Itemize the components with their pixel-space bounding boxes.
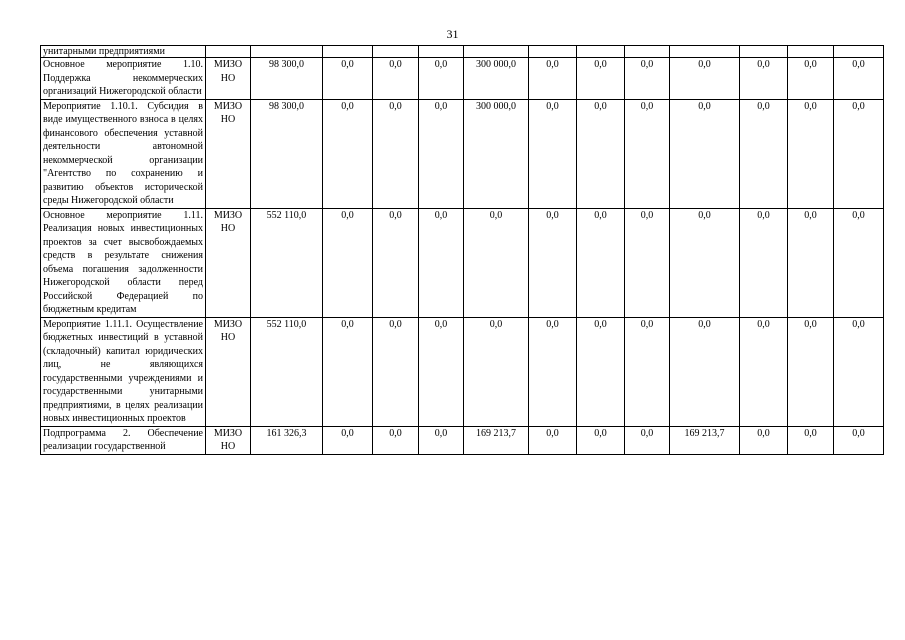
value-cell: 0,0 xyxy=(464,317,529,426)
executor-cell: МИЗО НО xyxy=(206,58,251,100)
value-cell: 0,0 xyxy=(323,426,373,454)
row-name-cell: Мероприятие 1.11.1. Осуществление бюджетных инвестиций в уставной (складочный) капитал юридических лиц, не являющихся государственными учреждениями и государственными унитарными предприятиями, в целях реализации новых инвестиционных проектов xyxy=(41,317,206,426)
value-cell: 0,0 xyxy=(373,208,419,317)
value-cell: 0,0 xyxy=(625,317,670,426)
value-cell: 0,0 xyxy=(419,99,464,208)
value-cell: 0,0 xyxy=(740,58,788,100)
value-cell: 0,0 xyxy=(740,426,788,454)
table-body xyxy=(41,46,884,455)
value-cell: 300 000,0 xyxy=(464,99,529,208)
value-cell: 0,0 xyxy=(529,317,577,426)
row-name-cell: унитарными предприятиями xyxy=(41,46,206,58)
value-cell: 161 326,3 xyxy=(251,426,323,454)
empty-cell xyxy=(373,46,419,58)
table-row xyxy=(41,99,884,208)
value-cell: 0,0 xyxy=(625,99,670,208)
value-cell: 0,0 xyxy=(834,99,884,208)
empty-cell xyxy=(577,46,625,58)
value-cell: 0,0 xyxy=(625,208,670,317)
row-name-cell: Основное мероприятие 1.10. Поддержка некоммерческих организаций Нижегородской области xyxy=(41,58,206,100)
executor-cell: МИЗО НО xyxy=(206,208,251,317)
value-cell: 0,0 xyxy=(670,99,740,208)
value-cell: 0,0 xyxy=(788,208,834,317)
value-cell: 0,0 xyxy=(373,426,419,454)
value-cell: 0,0 xyxy=(464,208,529,317)
value-cell: 0,0 xyxy=(740,99,788,208)
value-cell: 0,0 xyxy=(373,58,419,100)
executor-cell: МИЗО НО xyxy=(206,99,251,208)
value-cell: 0,0 xyxy=(323,58,373,100)
value-cell: 0,0 xyxy=(323,99,373,208)
empty-cell xyxy=(323,46,373,58)
value-cell: 0,0 xyxy=(529,58,577,100)
value-cell: 552 110,0 xyxy=(251,208,323,317)
value-cell: 0,0 xyxy=(670,208,740,317)
value-cell: 0,0 xyxy=(577,426,625,454)
value-cell: 0,0 xyxy=(740,208,788,317)
value-cell: 0,0 xyxy=(419,58,464,100)
value-cell: 0,0 xyxy=(323,317,373,426)
value-cell: 0,0 xyxy=(788,99,834,208)
value-cell: 0,0 xyxy=(419,208,464,317)
table-row xyxy=(41,208,884,317)
value-cell: 98 300,0 xyxy=(251,58,323,100)
value-cell: 0,0 xyxy=(577,58,625,100)
value-cell: 0,0 xyxy=(373,317,419,426)
value-cell: 0,0 xyxy=(529,208,577,317)
value-cell: 0,0 xyxy=(834,317,884,426)
value-cell: 0,0 xyxy=(670,58,740,100)
value-cell: 0,0 xyxy=(529,426,577,454)
row-name-cell: Основное мероприятие 1.11. Реализация новых инвестиционных проектов за счет высвобождаемых средств в результате снижения объема погашения задолженности Нижегородской области перед Российской Федерацией по бюджетным кредитам xyxy=(41,208,206,317)
value-cell: 0,0 xyxy=(419,426,464,454)
value-cell: 0,0 xyxy=(788,317,834,426)
value-cell: 0,0 xyxy=(670,317,740,426)
value-cell: 0,0 xyxy=(834,208,884,317)
value-cell: 0,0 xyxy=(834,58,884,100)
value-cell: 0,0 xyxy=(419,317,464,426)
value-cell: 0,0 xyxy=(788,58,834,100)
empty-cell xyxy=(740,46,788,58)
table-row xyxy=(41,426,884,454)
executor-cell: МИЗО НО xyxy=(206,317,251,426)
empty-cell xyxy=(206,46,251,58)
page-number: 31 xyxy=(446,27,459,41)
value-cell: 0,0 xyxy=(788,426,834,454)
value-cell: 169 213,7 xyxy=(464,426,529,454)
empty-cell xyxy=(625,46,670,58)
table-row xyxy=(41,317,884,426)
empty-cell xyxy=(251,46,323,58)
value-cell: 0,0 xyxy=(625,426,670,454)
value-cell: 0,0 xyxy=(577,317,625,426)
value-cell: 552 110,0 xyxy=(251,317,323,426)
budget-table xyxy=(40,45,884,455)
row-name-cell: Мероприятие 1.10.1. Субсидия в виде имущественного взноса в целях финансового обеспечения уставной деятельности автономной некоммерческой организации "Агентство по сохранению и развитию объектов исторической среды Нижегородской области xyxy=(41,99,206,208)
value-cell: 0,0 xyxy=(373,99,419,208)
empty-cell xyxy=(419,46,464,58)
empty-cell xyxy=(788,46,834,58)
value-cell: 0,0 xyxy=(529,99,577,208)
table-row-continuation xyxy=(41,46,884,58)
value-cell: 0,0 xyxy=(625,58,670,100)
value-cell: 0,0 xyxy=(740,317,788,426)
empty-cell xyxy=(464,46,529,58)
value-cell: 169 213,7 xyxy=(670,426,740,454)
value-cell: 300 000,0 xyxy=(464,58,529,100)
empty-cell xyxy=(670,46,740,58)
empty-cell xyxy=(834,46,884,58)
value-cell: 0,0 xyxy=(834,426,884,454)
table-row xyxy=(41,58,884,100)
value-cell: 98 300,0 xyxy=(251,99,323,208)
row-name-cell: Подпрограмма 2. Обеспечение реализации государственной xyxy=(41,426,206,454)
value-cell: 0,0 xyxy=(577,208,625,317)
value-cell: 0,0 xyxy=(323,208,373,317)
value-cell: 0,0 xyxy=(577,99,625,208)
empty-cell xyxy=(529,46,577,58)
executor-cell: МИЗО НО xyxy=(206,426,251,454)
